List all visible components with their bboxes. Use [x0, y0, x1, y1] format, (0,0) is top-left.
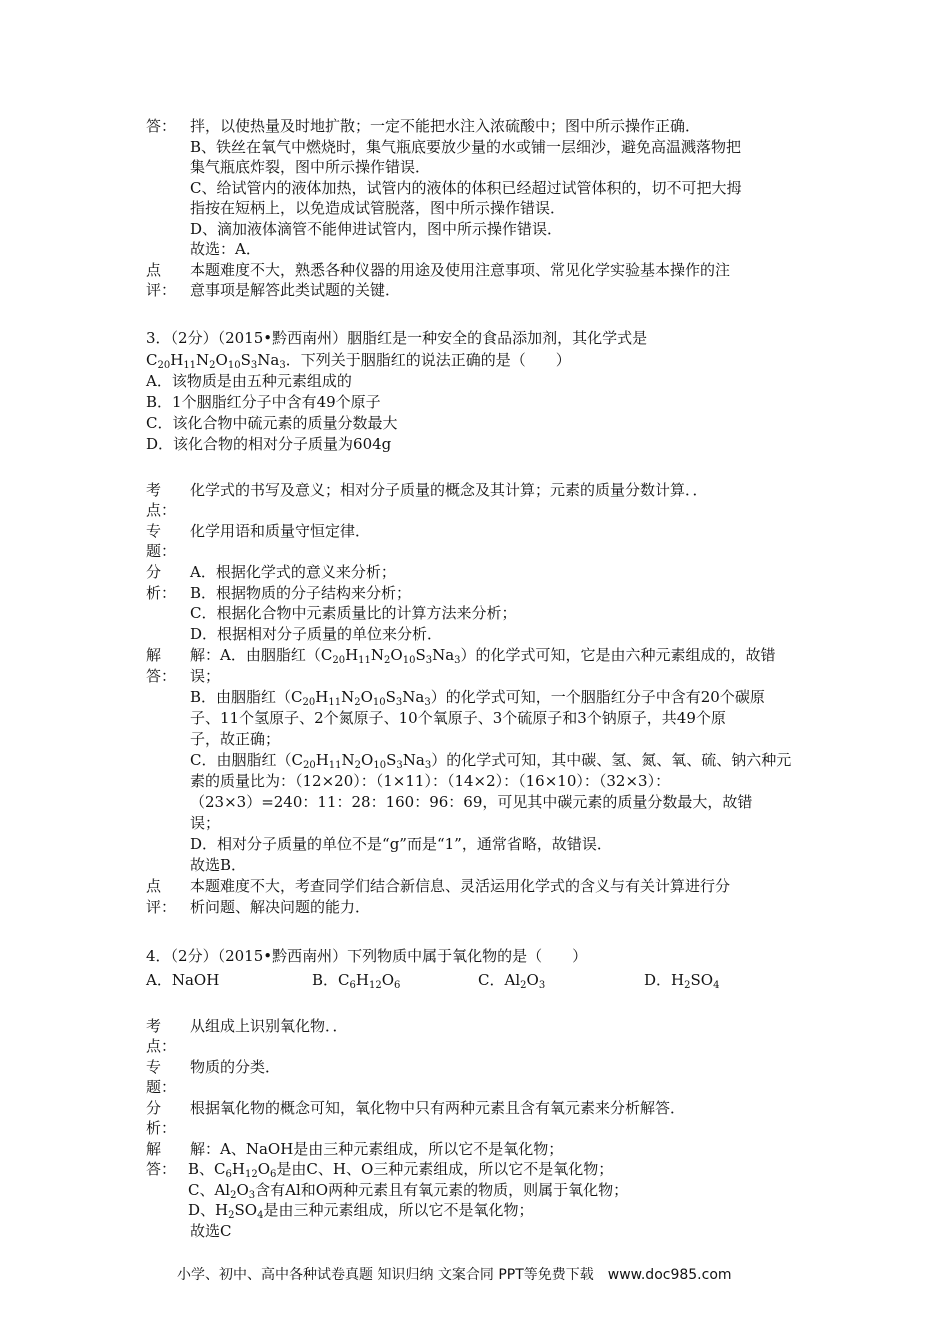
- solution-line: 误；: [190, 667, 221, 685]
- topic-text: 化学式的书写及意义；相对分子质量的概念及其计算；元素的质量分数计算．．: [190, 481, 708, 499]
- subject-text: 化学用语和质量守恒定律．: [190, 522, 371, 540]
- label-solution: 答：: [146, 667, 177, 685]
- option-b: B．$C_6H_{12}O_6$: [312, 971, 401, 991]
- label-comment: 点: [146, 877, 162, 895]
- solution-line: B．由胭脂红$(C_{20}H_{11}N_2O_{10}S_3Na_3)$的化学式可知，一个胭脂红分子中含有20个碳原: [190, 688, 765, 708]
- solution-line: 素的质量比为：（12×20）：（1×11）：（14×2）：（16×10）：（32×3）：: [190, 772, 671, 790]
- comment-line: 本题难度不大，熟悉各种仪器的用途及使用注意事项、常见化学实验基本操作的注: [190, 261, 731, 279]
- solution-line: C、$Al_2O_3$含有Al和O两种元素且有氧元素的物质，则属于氧化物；: [188, 1181, 629, 1201]
- solution-line: 故选C: [190, 1222, 232, 1240]
- option-c: C．该化合物中硫元素的质量分数最大: [146, 414, 398, 432]
- option-d: D．该化合物的相对分子质量为604g: [146, 435, 392, 453]
- option-c: C．$Al_2O_3$: [478, 971, 546, 991]
- answer-line: D、滴加液体滴管不能伸进试管内，图中所示操作错误．: [190, 220, 563, 238]
- label-topic: 点：: [146, 1037, 177, 1055]
- label-subject: 题：: [146, 1078, 177, 1096]
- option-d: D．$H_2SO_4$: [644, 971, 720, 991]
- question-3-stem-tail: ．下列关于胭脂红的说法正确的是（ ）: [285, 351, 571, 369]
- answer-line: B、铁丝在氧气中燃烧时，集气瓶底要放少量的水或铺一层细沙，避免高温溅落物把: [190, 138, 742, 156]
- question-3-stem: 3．（2分）（2015•黔西南州）胭脂红是一种安全的食品添加剂，其化学式是: [146, 329, 648, 347]
- analysis-text: 根据氧化物的概念可知，氧化物中只有两种元素且含有氧元素来分析解答．: [190, 1099, 686, 1117]
- solution-line: C．由胭脂红$(C_{20}H_{11}N_2O_{10}S_3Na_3)$的化学式可知，其中碳、氢、氮、氧、硫、钠六种元: [190, 751, 792, 771]
- label-analysis: 分: [146, 1099, 162, 1117]
- comment-line: 本题难度不大，考查同学们结合新信息、灵活运用化学式的含义与有关计算进行分: [190, 877, 731, 895]
- solution-line: B、$C_6H_{12}O_6$是由C、H、O三种元素组成，所以它不是氧化物；: [188, 1160, 614, 1180]
- question-3-formula-line: $C_{20}H_{11}N_2O_{10}S_3Na_3$．下列关于胭脂红的说法正确的是（ ）: [146, 351, 571, 371]
- label-topic: 考: [146, 481, 162, 499]
- solution-line: D、$H_2SO_4$是由三种元素组成，所以它不是氧化物；: [188, 1201, 534, 1221]
- answer-line: C、给试管内的液体加热，试管内的液体的体积已经超过试管体积的，切不可把大拇: [190, 179, 742, 197]
- comment-line: 意事项是解答此类试题的关键．: [190, 281, 401, 299]
- label-analysis: 析：: [146, 584, 177, 602]
- label-analysis: 分: [146, 563, 162, 581]
- question-4-stem: 4．（2分）（2015•黔西南州）下列物质中属于氧化物的是（ ）: [146, 947, 588, 965]
- label-solution: 解: [146, 1140, 162, 1158]
- answer-line: 指按在短柄上，以免造成试管脱落，图中所示操作错误．: [190, 199, 566, 217]
- label-comment: 评：: [146, 281, 177, 299]
- answer-line: 故选：A．: [190, 240, 261, 258]
- label-comment: 点: [146, 261, 162, 279]
- solution-line: 子，故正确；: [190, 730, 281, 748]
- label-answer: 答：: [146, 117, 177, 135]
- solution-line: 误；: [190, 814, 221, 832]
- label-subject: 专: [146, 522, 162, 540]
- label-analysis: 析：: [146, 1119, 177, 1137]
- subject-text: 物质的分类．: [190, 1058, 281, 1076]
- analysis-line: D．根据相对分子质量的单位来分析．: [190, 625, 443, 643]
- topic-text: 从组成上识别氧化物．．: [190, 1017, 348, 1035]
- page-footer: 小学、初中、高中各种试卷真题 知识归纳 文案合同 PPT等免费下载 www.doc985.com: [177, 1267, 732, 1283]
- label-topic: 考: [146, 1017, 162, 1035]
- label-topic: 点：: [146, 501, 177, 519]
- label-solution: 答：: [146, 1160, 177, 1178]
- label-solution: 解: [146, 646, 162, 664]
- analysis-line: B．根据物质的分子结构来分析；: [190, 584, 412, 602]
- option-b: B．1个胭脂红分子中含有49个原子: [146, 393, 381, 411]
- option-a: A．该物质是由五种元素组成的: [146, 372, 352, 390]
- label-subject: 专: [146, 1058, 162, 1076]
- answer-line: 拌，以使热量及时地扩散；一定不能把水注入浓硫酸中；图中所示操作正确．: [190, 117, 701, 135]
- solution-line: D．相对分子质量的单位不是“g”而是“1”，通常省略，故错误．: [190, 835, 612, 853]
- solution-line: 故选B．: [190, 856, 247, 874]
- analysis-line: A．根据化学式的意义来分析；: [190, 563, 396, 581]
- solution-line: （23×3）=240：11：28：160：96：69，可见其中碳元素的质量分数最大，故错: [190, 793, 753, 811]
- comment-line: 析问题、解决问题的能力．: [190, 898, 371, 916]
- option-a: A．NaOH: [146, 971, 220, 989]
- solution-line: 子、11个氢原子、2个氮原子、10个氧原子、3个硫原子和3个钠原子，共49个原: [190, 709, 726, 727]
- label-subject: 题：: [146, 542, 177, 560]
- label-comment: 评：: [146, 898, 177, 916]
- solution-line: 解：A、NaOH是由三种元素组成，所以它不是氧化物；: [190, 1140, 564, 1158]
- analysis-line: C．根据化合物中元素质量比的计算方法来分析；: [190, 604, 517, 622]
- answer-line: 集气瓶底炸裂，图中所示操作错误．: [190, 158, 431, 176]
- solution-line: 解：A．由胭脂红$(C_{20}H_{11}N_2O_{10}S_3Na_3)$的化学式可知，它是由六种元素组成的，故错: [190, 646, 776, 666]
